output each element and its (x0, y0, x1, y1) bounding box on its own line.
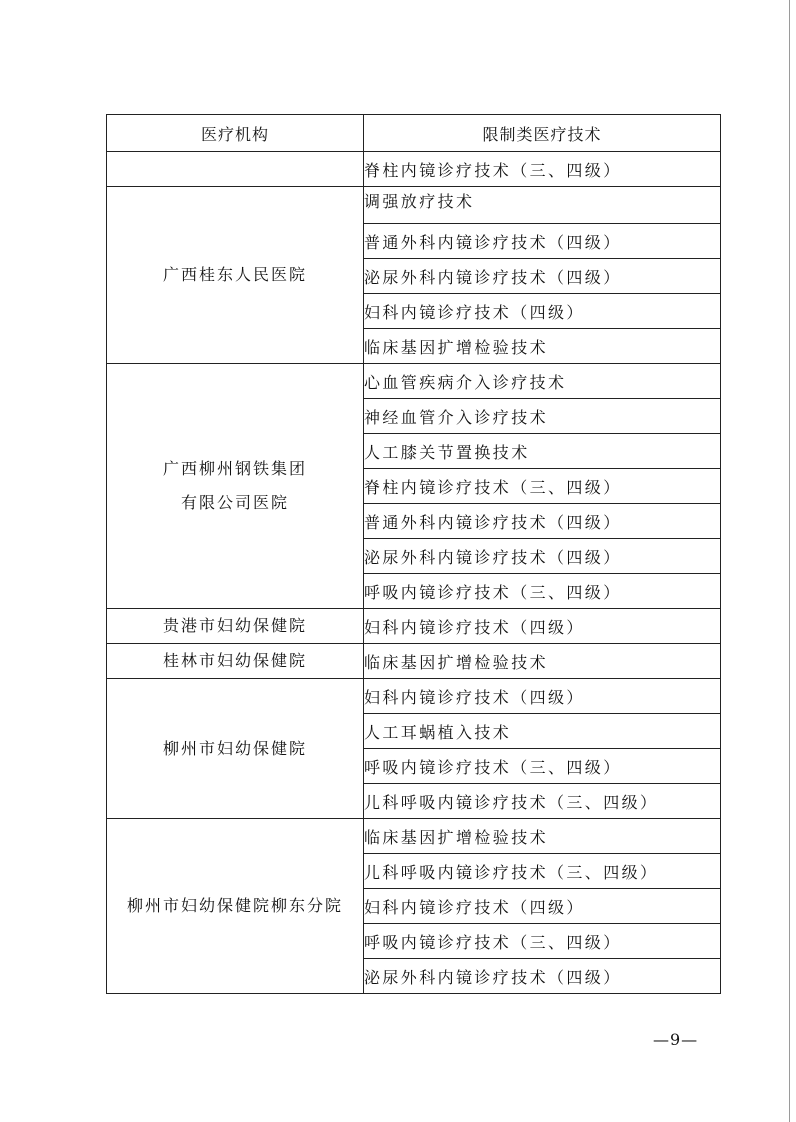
technique-cell: 脊柱内镜诊疗技术（三、四级） (364, 152, 721, 187)
header-institution: 医疗机构 (107, 115, 364, 152)
institution-cell (107, 644, 364, 679)
institution-cell (107, 679, 364, 819)
technique-cell: 儿科呼吸内镜诊疗技术（三、四级） (364, 784, 721, 819)
table-row (107, 819, 721, 854)
technique-cell: 普通外科内镜诊疗技术（四级） (364, 224, 721, 259)
institution-cell (107, 187, 364, 364)
institution-cell (107, 819, 364, 994)
institution-cell (107, 364, 364, 609)
technique-cell: 神经血管介入诊疗技术 (364, 399, 721, 434)
technique-cell: 心血管疾病介入诊疗技术 (364, 364, 721, 399)
institution-name-line: 贵港市妇幼保健院 (162, 616, 307, 635)
institution-name-line: 广西桂东人民医院 (162, 265, 307, 284)
technique-cell: 妇科内镜诊疗技术（四级） (364, 679, 721, 714)
technique-cell: 调强放疗技术 (364, 187, 721, 224)
table-row (107, 152, 721, 187)
technique-cell: 人工耳蜗植入技术 (364, 714, 721, 749)
institution-name-line: 柳州市妇幼保健院柳东分院 (126, 896, 343, 915)
institution-name-line: 柳州市妇幼保健院 (162, 738, 307, 758)
table-row (107, 679, 721, 714)
table-body (107, 152, 721, 994)
technique-cell: 临床基因扩增检验技术 (364, 644, 721, 679)
table-row (107, 187, 721, 224)
institution-cell (107, 609, 364, 644)
institution-cell (107, 152, 364, 187)
technique-cell: 临床基因扩增检验技术 (364, 819, 721, 854)
technique-cell: 人工膝关节置换技术 (364, 434, 721, 469)
page-edge-line (789, 0, 790, 1122)
technique-cell: 呼吸内镜诊疗技术（三、四级） (364, 749, 721, 784)
table-row (107, 364, 721, 399)
technique-cell: 泌尿外科内镜诊疗技术（四级） (364, 539, 721, 574)
technique-cell: 普通外科内镜诊疗技术（四级） (364, 504, 721, 539)
institution-name-line: 广西柳州钢铁集团 (162, 459, 307, 478)
table-row (107, 609, 721, 644)
technique-cell: 呼吸内镜诊疗技术（三、四级） (364, 574, 721, 609)
table-row (107, 644, 721, 679)
header-technique: 限制类医疗技术 (364, 115, 721, 152)
restricted-technology-table (106, 114, 721, 994)
page-number: —9— (653, 1030, 699, 1049)
technique-cell: 临床基因扩增检验技术 (364, 329, 721, 364)
technique-cell: 呼吸内镜诊疗技术（三、四级） (364, 924, 721, 959)
institution-name-line: 有限公司医院 (180, 493, 289, 512)
technique-cell: 脊柱内镜诊疗技术（三、四级） (364, 469, 721, 504)
technique-cell: 儿科呼吸内镜诊疗技术（三、四级） (364, 854, 721, 889)
technique-cell: 妇科内镜诊疗技术（四级） (364, 889, 721, 924)
technique-cell: 妇科内镜诊疗技术（四级） (364, 609, 721, 644)
technique-cell: 泌尿外科内镜诊疗技术（四级） (364, 259, 721, 294)
technique-cell: 妇科内镜诊疗技术（四级） (364, 294, 721, 329)
table-header-row (107, 115, 721, 152)
institution-name-line: 桂林市妇幼保健院 (162, 651, 307, 670)
technique-cell: 泌尿外科内镜诊疗技术（四级） (364, 959, 721, 994)
